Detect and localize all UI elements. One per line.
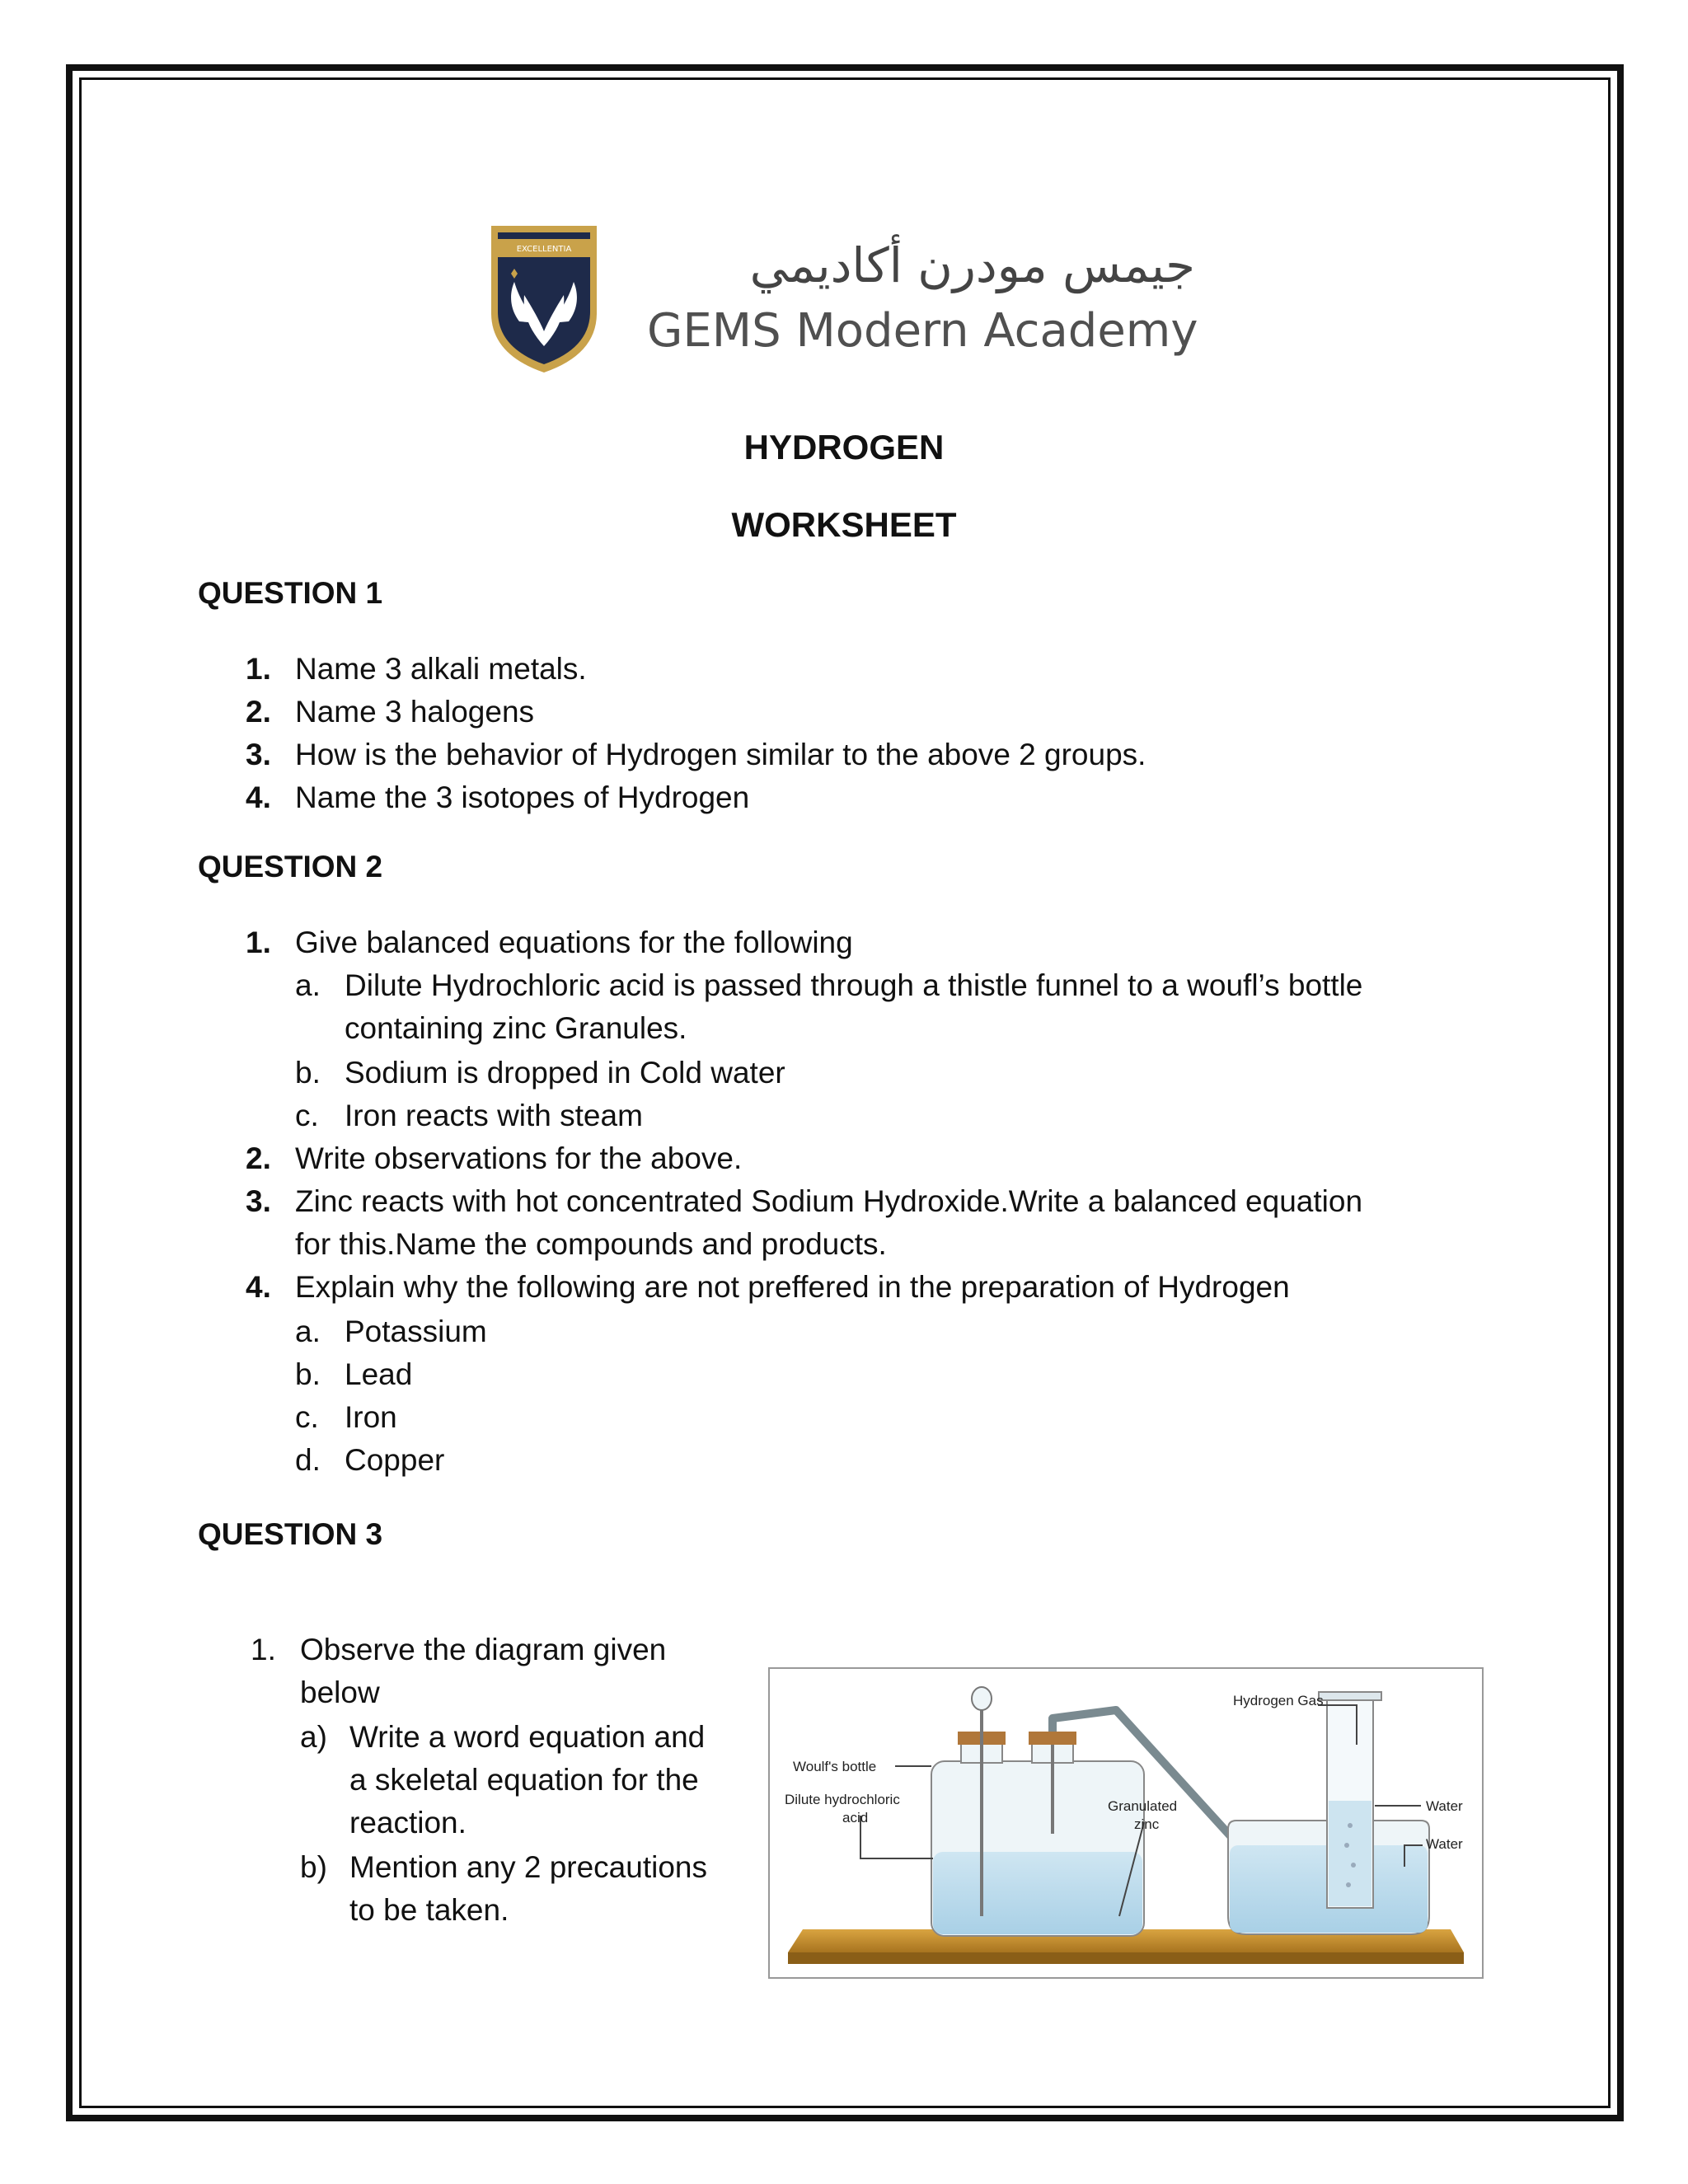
q2-sub-text: Dilute Hydrochloric acid is passed through a thistle funnel to a woufl’s bottle xyxy=(345,968,1363,1002)
q2-item-number: 3. xyxy=(246,1184,271,1218)
q2-sub-label: a. xyxy=(295,968,321,1002)
crest-motto xyxy=(504,242,584,254)
q1-item-number: 4. xyxy=(246,780,271,814)
q2-sub-label: b. xyxy=(295,1056,321,1090)
label-woulfs-bottle: Woulf's bottle xyxy=(793,1759,877,1774)
q3-sub-text: reaction. xyxy=(349,1806,467,1840)
q2-sub-label: d. xyxy=(295,1443,321,1477)
q2-item-text: for this.Name the compounds and products. xyxy=(295,1227,887,1261)
q2-sub-text: Sodium is dropped in Cold water xyxy=(345,1056,785,1090)
q1-item-number: 3. xyxy=(246,738,271,771)
q1-item-number: 2. xyxy=(246,695,271,729)
q3-sub-text: a skeletal equation for the xyxy=(349,1763,699,1797)
q2-item-number: 4. xyxy=(246,1270,271,1304)
label-hydrogen-gas: Hydrogen Gas xyxy=(1233,1693,1324,1708)
q2-sub-text: Copper xyxy=(345,1443,445,1477)
q3-item-number: 1. xyxy=(251,1633,276,1666)
q3-sub-label: a) xyxy=(300,1720,327,1754)
q3-item-text: Observe the diagram given xyxy=(300,1633,667,1666)
q2-item-number: 1. xyxy=(246,926,271,959)
label-granulated-zinc: Granulated xyxy=(1108,1798,1178,1814)
question-3-heading: QUESTION 3 xyxy=(198,1517,383,1551)
label-granulated-zinc: zinc xyxy=(1134,1816,1160,1832)
question-2-heading: QUESTION 2 xyxy=(198,850,383,883)
school-name-english: GEMS Modern Academy xyxy=(647,304,1198,358)
q2-sub-text: Iron reacts with steam xyxy=(345,1099,643,1132)
apparatus-illustration xyxy=(770,1669,1482,1977)
q3-sub-label: b) xyxy=(300,1850,327,1884)
acid-liquid xyxy=(933,1852,1142,1934)
q2-sub-text: Lead xyxy=(345,1357,413,1391)
school-logo xyxy=(486,216,1198,381)
label-dilute-acid: acid xyxy=(842,1810,869,1825)
q3-sub-text: Mention any 2 precautions xyxy=(349,1850,707,1884)
label-dilute-acid: Dilute hydrochloric xyxy=(785,1792,900,1807)
q1-item-text: How is the behavior of Hydrogen similar to the above 2 groups. xyxy=(295,738,1146,771)
q1-item-text: Name 3 alkali metals. xyxy=(295,652,587,686)
q1-item-text: Name 3 halogens xyxy=(295,695,535,729)
q2-item-text: Explain why the following are not preffered in the preparation of Hydrogen xyxy=(295,1270,1290,1304)
q2-sub-label: a. xyxy=(295,1315,321,1348)
q2-sub-label: b. xyxy=(295,1357,321,1391)
worksheet-subtitle: WORKSHEET xyxy=(731,505,957,544)
svg-text:EXCELLENTIA: EXCELLENTIA xyxy=(516,245,572,254)
cork xyxy=(1029,1732,1076,1745)
q2-sub-text: Iron xyxy=(345,1400,397,1434)
label-water: Water xyxy=(1426,1798,1463,1814)
worksheet-title: HYDROGEN xyxy=(743,428,945,466)
q2-sub-label: c. xyxy=(295,1400,319,1434)
q2-sub-text: containing zinc Granules. xyxy=(345,1011,687,1045)
bench-edge xyxy=(788,1952,1464,1964)
q3-sub-text: to be taken. xyxy=(349,1893,509,1927)
q2-item-text: Zinc reacts with hot concentrated Sodium Hydroxide.Write a balanced equation xyxy=(295,1184,1363,1218)
label-water: Water xyxy=(1426,1836,1463,1852)
q2-sub-text: Potassium xyxy=(345,1315,487,1348)
q1-item-number: 1. xyxy=(246,652,271,686)
q2-item-number: 2. xyxy=(246,1141,271,1175)
q2-sub-label: c. xyxy=(295,1099,319,1132)
hydrogen-apparatus-diagram xyxy=(768,1667,1484,1979)
q3-sub-text: Write a word equation and xyxy=(349,1720,706,1754)
question-1-heading: QUESTION 1 xyxy=(198,576,383,610)
q2-item-text: Write observations for the above. xyxy=(295,1141,743,1175)
q3-item-text: below xyxy=(300,1675,380,1709)
q2-item-text: Give balanced equations for the following xyxy=(295,926,853,959)
school-name-arabic: جيمس مودرن أكاديمي xyxy=(749,237,1195,293)
thistle-funnel-head xyxy=(972,1687,992,1710)
q1-item-text: Name the 3 isotopes of Hydrogen xyxy=(295,780,750,814)
